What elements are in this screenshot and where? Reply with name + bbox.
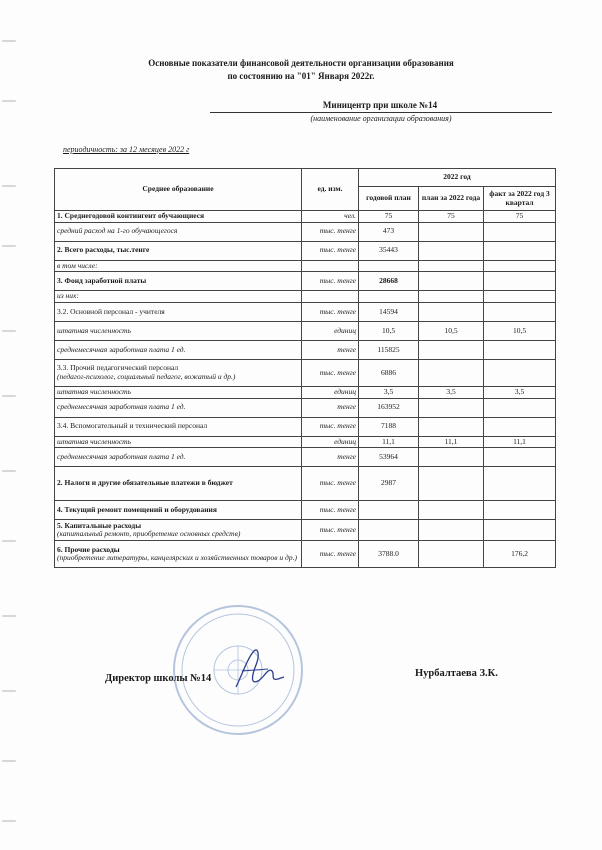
row-label-text: средний расход на 1-го обучающегося [57,226,178,236]
row-label [55,291,302,303]
row-unit: тыс. тенге [302,359,359,386]
row-plan-year: 75 [419,211,484,223]
row-label [55,501,302,520]
row-label-text: среднемесячная заработная плата 1 ед. [57,402,186,412]
row-label [55,386,302,398]
row-unit: чел. [302,211,359,223]
table-row [55,222,556,241]
binding-holes [0,0,22,850]
row-label-text: штатная численность [57,436,131,446]
row-unit: тыс. тенге [302,541,359,568]
financial-report-table [54,168,556,568]
document-title-line2: по состоянию на "01" Января 2022г. [227,71,375,81]
row-label-text: 3.2. Основной персонал - учителя [57,306,165,316]
row-label-text: среднемесячная заработная плата 1 ед. [57,451,186,461]
table-row [55,340,556,359]
row-label [55,417,302,436]
row-plan-year [419,340,484,359]
row-label [55,211,302,223]
row-unit: тыс. тенге [302,467,359,501]
row-annual-plan: 35443 [359,241,419,260]
row-unit: тенге [302,398,359,417]
row-fact: 75 [484,211,556,223]
row-fact [484,241,556,260]
header-fact: факт за 2022 год 3 квартал [484,187,556,211]
row-label-text: 5. Капитальные расходы [57,520,142,530]
table-header-row [55,169,556,187]
director-position: Директор школы №14 [105,673,212,684]
row-label-text: 1. Среднегодовой контингент обучающиеся [57,211,205,220]
row-label [55,359,302,386]
row-plan-year [419,541,484,568]
row-plan-year [419,222,484,241]
row-fact: 176,2 [484,541,556,568]
row-plan-year [419,272,484,291]
row-annual-plan [359,501,419,520]
row-unit: тенге [302,340,359,359]
row-unit: единиц [302,436,359,448]
row-unit: тыс. тенге [302,222,359,241]
row-annual-plan: 115825 [359,340,419,359]
row-annual-plan [359,520,419,541]
row-fact: 11,1 [484,436,556,448]
row-fact [484,448,556,467]
row-plan-year [419,501,484,520]
row-label-text: 3. Фонд заработной платы [57,275,147,285]
row-plan-year [419,448,484,467]
document-title-line1: Основные показатели финансовой деятельности организации образования [148,58,454,68]
organization-underline [210,112,552,113]
row-plan-year: 11,1 [419,436,484,448]
director-name: Нурбалтаева З.К. [415,668,498,679]
row-fact [484,272,556,291]
row-label [55,340,302,359]
row-unit: тыс. тенге [302,241,359,260]
row-annual-plan [359,260,419,272]
row-plan-year [419,291,484,303]
row-fact [484,291,556,303]
row-label [55,302,302,321]
organization-caption: (наименование организации образования) [310,114,452,123]
table-row [55,291,556,303]
row-label-text: штатная численность [57,386,131,396]
row-label-text: 3.3. Прочий педагогический персонал [57,363,179,373]
row-label-text: 2. Налоги и другие обязательные платежи в бюджет [57,478,233,488]
row-label [55,541,302,568]
periodicity-text: периодичность: за 12 месяцев 2022 г [63,145,190,154]
row-annual-plan: 163952 [359,398,419,417]
row-label-text: среднемесячная заработная плата 1 ед. [57,344,186,354]
header-annual-plan: годовой план [359,187,419,211]
row-label [55,398,302,417]
row-plan-year [419,359,484,386]
row-plan-year [419,467,484,501]
row-label [55,520,302,541]
row-label-text: в том числе: [57,260,98,270]
row-label [55,241,302,260]
row-label-note: (приобретение литературы, канцелярских и хозяйственных товаров и др.) [57,553,297,563]
row-plan-year [419,398,484,417]
header-unit: ед. изм. [302,169,359,211]
row-unit: тыс. тенге [302,302,359,321]
row-annual-plan: 11,1 [359,436,419,448]
row-label [55,272,302,291]
table-row [55,359,556,386]
table-row [55,398,556,417]
row-fact [484,359,556,386]
table-row [55,260,556,272]
row-label-text: 3.4. Вспомогательный и технический персонал [57,421,208,431]
row-annual-plan: 6886 [359,359,419,386]
row-label-text: 6. Прочие расходы [57,544,120,554]
organization-name: Миницентр при школе №14 [322,100,438,110]
row-unit: тенге [302,448,359,467]
row-fact [484,302,556,321]
row-annual-plan: 3788.0 [359,541,419,568]
header-plan-year: план за 2022 года [419,187,484,211]
row-unit: тыс. тенге [302,272,359,291]
row-fact [484,340,556,359]
row-label-text: из них: [57,291,79,301]
header-year: 2022 год [359,169,556,187]
table-row [55,448,556,467]
row-plan-year: 10,5 [419,321,484,340]
row-annual-plan: 14594 [359,302,419,321]
table-row [55,241,556,260]
row-unit: единиц [302,321,359,340]
table-row [55,520,556,541]
row-label [55,222,302,241]
table-row [55,541,556,568]
row-unit: единиц [302,386,359,398]
row-label [55,448,302,467]
row-annual-plan [359,291,419,303]
table-row [55,501,556,520]
row-label [55,436,302,448]
table-row [55,272,556,291]
row-label-note: (педагог-психолог, социальный педагог, вожатый и др.) [57,371,236,381]
table-row [55,417,556,436]
row-label-note: (капитальный ремонт, приобретение основных средств) [57,529,241,539]
row-annual-plan: 28668 [359,272,419,291]
row-annual-plan: 3,5 [359,386,419,398]
row-fact [484,417,556,436]
row-annual-plan: 10,5 [359,321,419,340]
row-annual-plan: 473 [359,222,419,241]
row-plan-year [419,260,484,272]
row-unit: тыс. тенге [302,520,359,541]
row-label-text: штатная численность [57,325,131,335]
header-education-type: Среднее образование [55,169,302,211]
table-row [55,386,556,398]
row-label-text: 4. Текущий ремонт помещений и оборудования [57,504,217,514]
row-unit [302,260,359,272]
row-label [55,260,302,272]
row-unit: тыс. тенге [302,501,359,520]
row-fact [484,222,556,241]
row-label [55,467,302,501]
row-plan-year [419,302,484,321]
row-annual-plan: 75 [359,211,419,223]
row-fact [484,520,556,541]
row-fact [484,467,556,501]
row-label [55,321,302,340]
table-row [55,321,556,340]
row-plan-year [419,520,484,541]
row-unit [302,291,359,303]
handwritten-signature [228,645,288,695]
table-row [55,302,556,321]
row-annual-plan: 7188 [359,417,419,436]
row-fact [484,501,556,520]
row-fact [484,398,556,417]
row-annual-plan: 2987 [359,467,419,501]
table-row [55,436,556,448]
row-plan-year [419,417,484,436]
table-row [55,211,556,223]
row-fact [484,260,556,272]
row-label-text: 2. Всего расходы, тыс.тенге [57,245,150,255]
table-row [55,467,556,501]
row-unit: тыс. тенге [302,417,359,436]
row-annual-plan: 53964 [359,448,419,467]
row-plan-year: 3,5 [419,386,484,398]
row-fact: 3,5 [484,386,556,398]
row-plan-year [419,241,484,260]
row-fact: 10,5 [484,321,556,340]
